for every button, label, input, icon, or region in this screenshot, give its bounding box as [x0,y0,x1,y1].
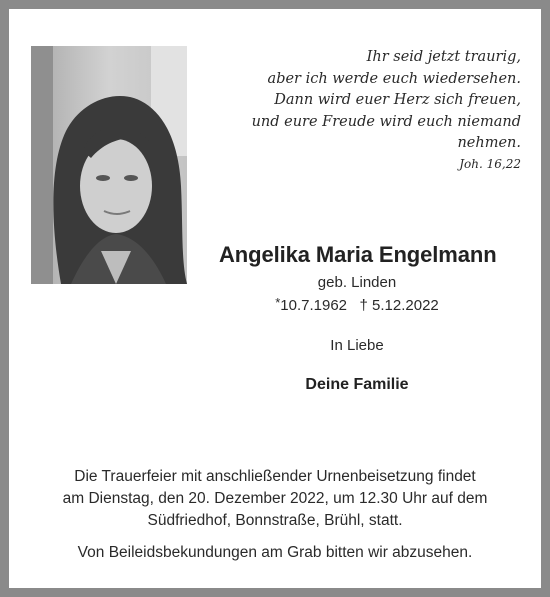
death-date: 5.12.2022 [372,297,439,314]
verse-line: Dann wird euer Herz sich freuen, [274,92,521,108]
verse-line: aber ich werde euch wiedersehen. [267,70,521,87]
birth-symbol: * [275,295,281,310]
verse-line: Ihr seid jetzt traurig, [366,49,521,65]
service-details [9,466,541,532]
verse-line: und eure Freude wird euch niemand nehmen. [251,113,521,151]
service-line: Die Trauerfeier mit anschließender Urnenbeisetzung findet [74,468,476,485]
life-dates [207,295,507,314]
deceased-name: Angelika Maria Engelmann [219,242,497,267]
bible-verse [191,47,521,173]
maiden-name: geb. Linden [317,274,397,291]
service-line: am Dienstag, den 20. Dezember 2022, um 12.30 Uhr auf dem [62,490,488,507]
service-line: Südfriedhof, Bonnstraße, Brühl, statt. [147,512,403,529]
verse-reference: Joh. 16,22 [459,156,521,171]
mourners-intro: In Liebe [330,337,384,354]
birth-date: 10.7.1962 [280,297,348,314]
death-symbol: † [359,297,368,314]
mourners-names: Deine Familie [305,376,409,393]
condolence-request: Von Beileidsbekundungen am Grab bitten wir abzusehen. [77,544,473,561]
